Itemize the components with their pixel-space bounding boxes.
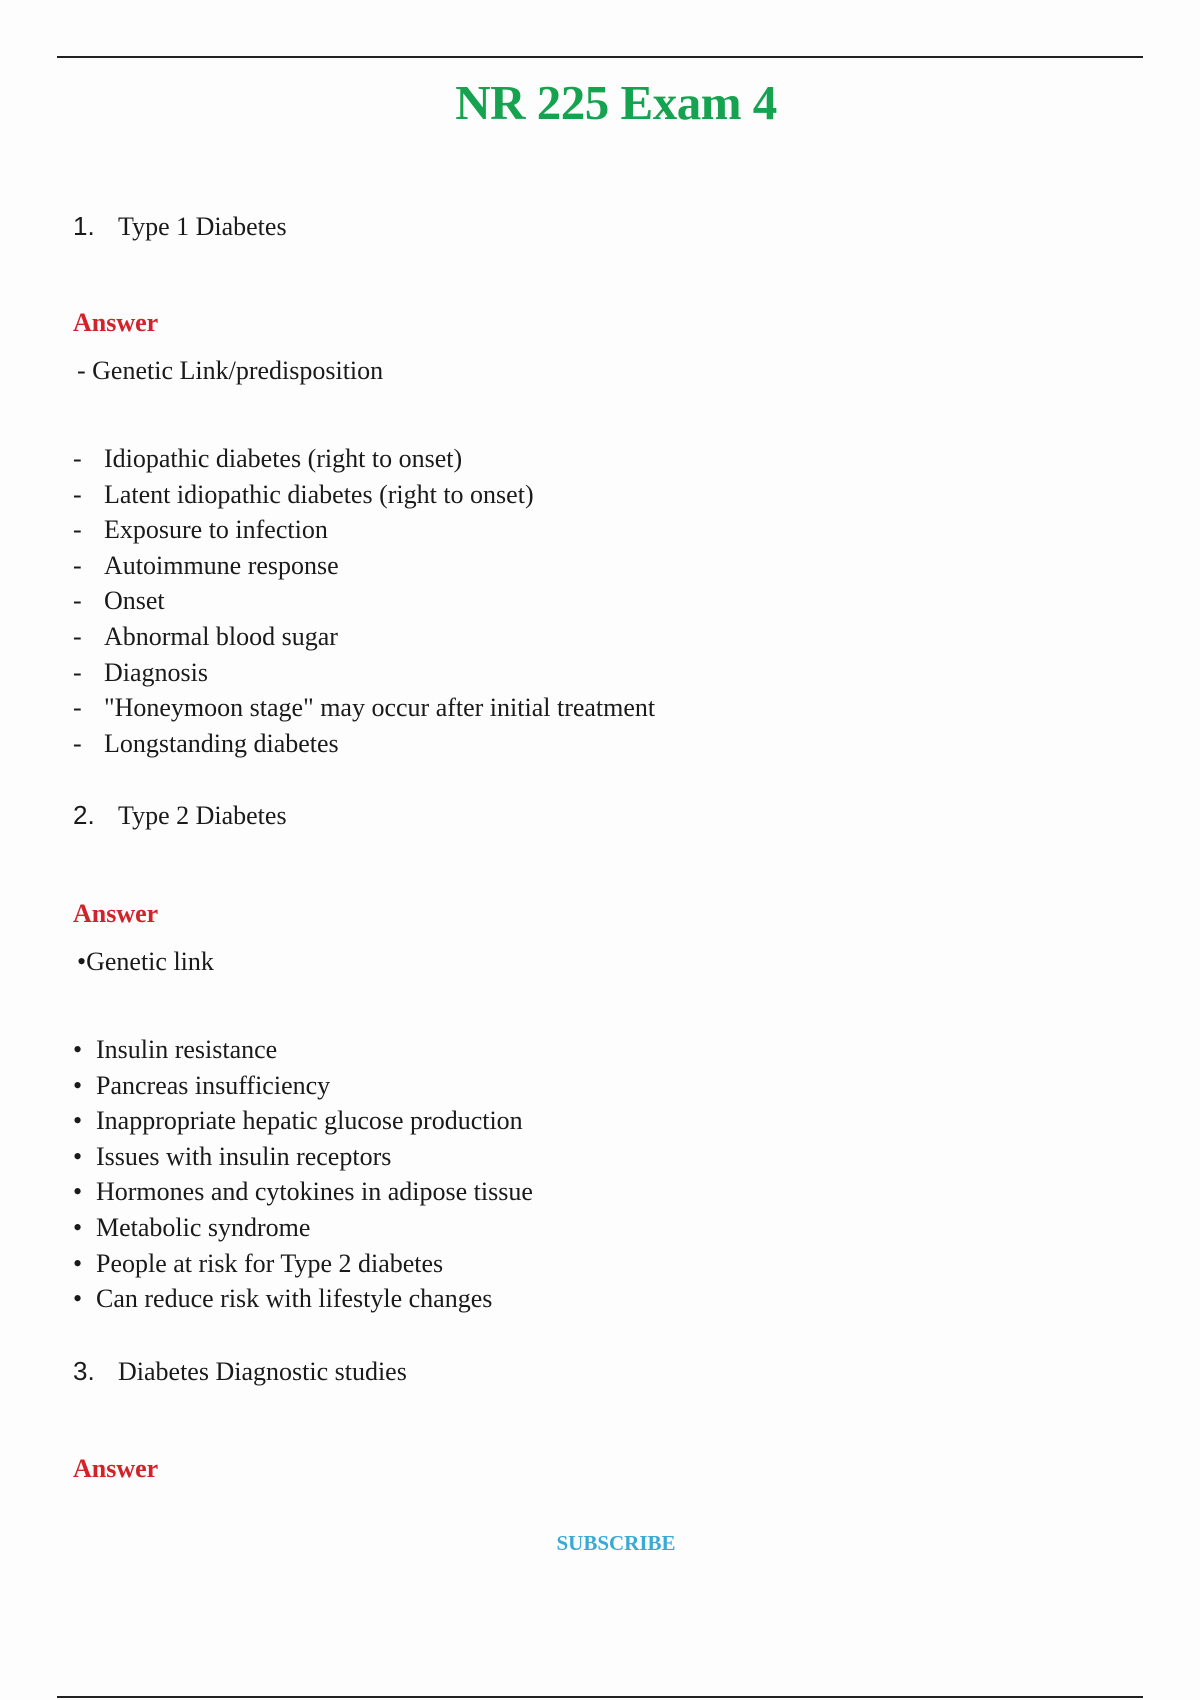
dash-marker: - (73, 550, 82, 580)
dash-marker: - (73, 728, 82, 758)
question-number: 1. (73, 211, 95, 241)
question-text: Diabetes Diagnostic studies (118, 1357, 407, 1386)
answer-lead-line: - Genetic Link/predisposition (77, 356, 384, 385)
bullet-marker: • (73, 1212, 83, 1242)
bullet-marker: • (73, 1248, 83, 1278)
answer-label: Answer (73, 308, 159, 337)
answer-lead-line: •Genetic link (77, 947, 214, 976)
question-number: 3. (73, 1356, 95, 1386)
question-text: Type 2 Diabetes (118, 801, 287, 830)
top-divider (57, 56, 1143, 58)
dash-marker: - (73, 479, 82, 509)
bullet-marker: • (73, 1141, 83, 1171)
answer-label: Answer (73, 1454, 159, 1483)
list-item: • Metabolic syndrome (73, 1210, 533, 1246)
list-item: - Longstanding diabetes (73, 726, 655, 762)
list-item: - Latent idiopathic diabetes (right to onset) (73, 477, 655, 513)
list-item: • Can reduce risk with lifestyle changes (73, 1281, 533, 1317)
list-item: • People at risk for Type 2 diabetes (73, 1246, 533, 1282)
dash-marker: - (73, 586, 82, 616)
dash-marker: - (73, 515, 82, 545)
document-title: NR 225 Exam 4 (455, 75, 777, 130)
dash-marker: - (73, 693, 82, 723)
list-item: - Diagnosis (73, 655, 655, 691)
bullet-marker: • (73, 1177, 83, 1207)
question-text: Type 1 Diabetes (118, 212, 287, 241)
list-item: - "Honeymoon stage" may occur after initial treatment (73, 690, 655, 726)
bullet-marker: • (73, 1035, 83, 1064)
list-item: • Hormones and cytokines in adipose tissue (73, 1174, 533, 1210)
list-item: • Insulin resistance (73, 1032, 533, 1068)
bullet-marker: • (73, 1070, 83, 1100)
bullet-marker: • (73, 1284, 83, 1314)
answer-list-q1 (73, 441, 655, 761)
bottom-divider (57, 1696, 1143, 1698)
list-item: • Issues with insulin receptors (73, 1139, 533, 1175)
list-item: - Idiopathic diabetes (right to onset) (73, 441, 655, 477)
answer-label: Answer (73, 899, 159, 928)
subscribe-link[interactable]: SUBSCRIBE (556, 1531, 676, 1555)
list-item: - Onset (73, 583, 655, 619)
list-item: - Exposure to infection (73, 512, 655, 548)
answer-list-q2 (73, 1032, 533, 1317)
question-3-heading (73, 1356, 407, 1387)
list-item: - Abnormal blood sugar (73, 619, 655, 655)
list-item: • Pancreas insufficiency (73, 1068, 533, 1104)
dash-marker: - (73, 621, 82, 651)
question-2-heading (73, 800, 287, 831)
dash-marker: - (73, 657, 82, 687)
question-1-heading (73, 211, 287, 242)
list-item: • Inappropriate hepatic glucose production (73, 1103, 533, 1139)
bullet-marker: • (73, 1106, 83, 1136)
question-number: 2. (73, 800, 95, 830)
dash-marker: - (73, 444, 82, 473)
list-item: - Autoimmune response (73, 548, 655, 584)
